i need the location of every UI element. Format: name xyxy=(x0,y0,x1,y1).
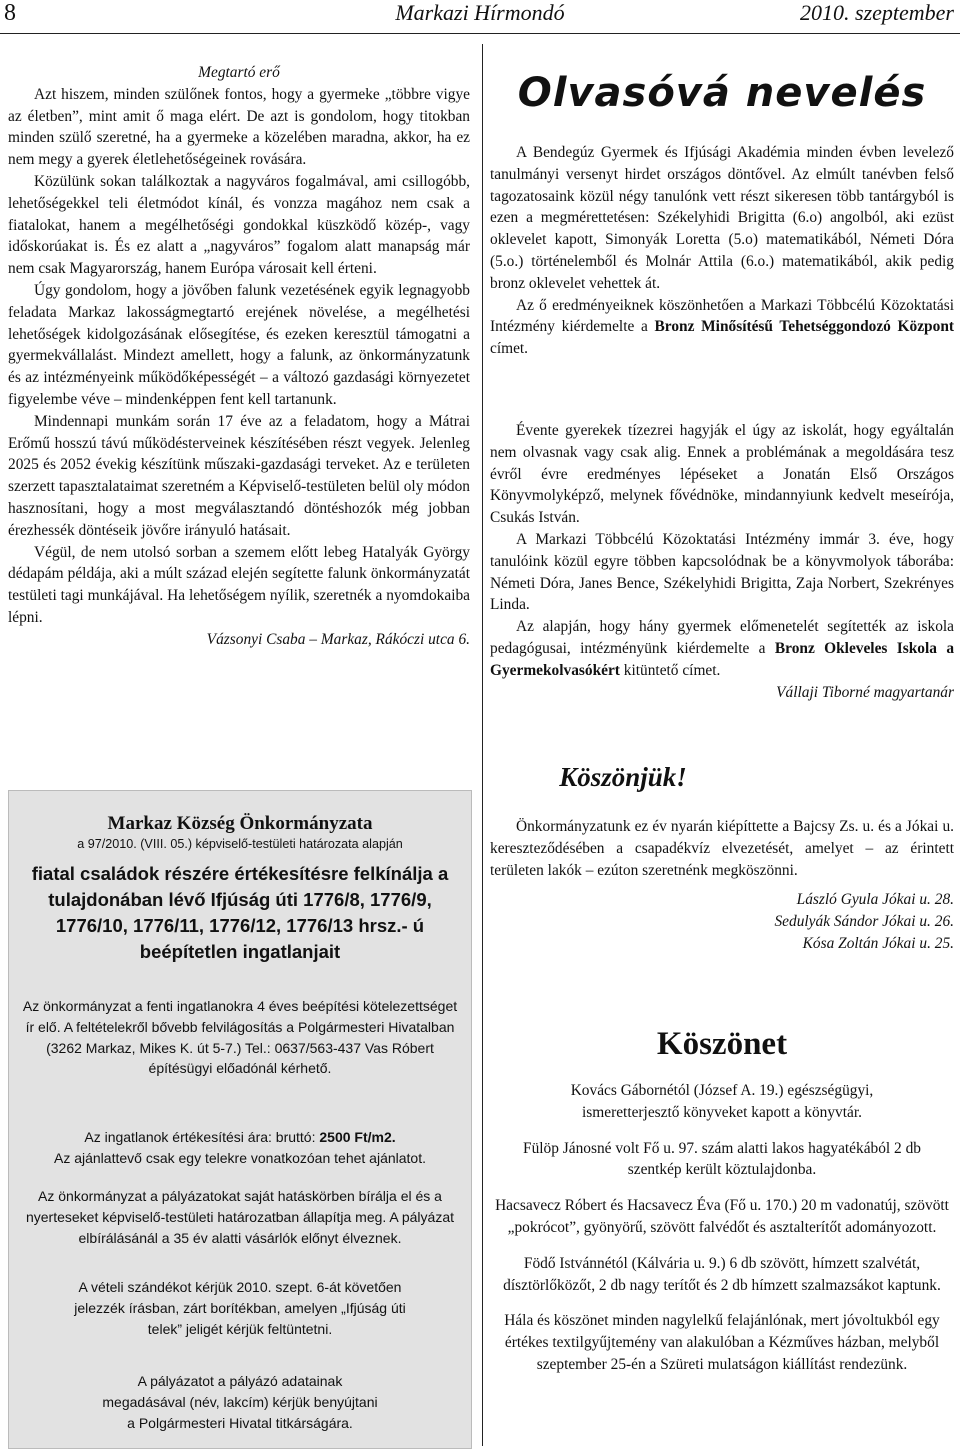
award-name: Bronz Okleveles Iskola a Gyermekolvasókért xyxy=(490,639,955,679)
paragraph-text: Az ő eredményeiknek köszönhetően a Markazi Többcélú Közoktatási Intézmény kiérdemelte a xyxy=(490,296,954,336)
page-number: 8 xyxy=(4,0,16,26)
signature-line: László Gyula Jókai u. 28. xyxy=(796,891,954,909)
notice-price xyxy=(9,1127,471,1169)
article-megtarto-ero xyxy=(8,62,470,651)
paragraph-text: kitüntető címet. xyxy=(619,661,721,679)
article-olvasova-neveles xyxy=(490,142,954,360)
paragraph-text: címet. xyxy=(490,340,529,358)
article-paragraph: Úgy gondolom, hogy a jövőben falunk vezetésének egyik legnagyobb feladata Markaz lakosságmegtartó erejének növelése, a megélhetési lehetőségek kidolgozásának elősegítése, és ezeken keresztül támogatni a gyermekvállalást. Mindezt amellett, hogy a falunk, az önkormányzatunk és az intézményeink működőképességét – a változó gazdasági környezetet figyelembe véve – mindenképpen fent kell tartanunk. xyxy=(8,281,470,408)
article-koszonjuk xyxy=(490,816,954,955)
issue-date: 2010. szeptember xyxy=(800,0,954,25)
article-paragraph xyxy=(490,295,954,360)
notice-price-value: 2500 Ft/m2. xyxy=(319,1129,396,1145)
column-divider xyxy=(482,44,483,1446)
thanks-item: Kovács Gábornétól (József A. 19.) egészségügyi, ismeretterjesztő könyveket kapott a könyvtár. xyxy=(570,1082,874,1121)
award-name: Bronz Minősítésű Tehetséggondozó Központ xyxy=(654,318,954,336)
notice-price-note: Az ajánlattevő csak egy telekre vonatkozóan tehet ajánlatot. xyxy=(53,1149,426,1166)
article-paragraph: Önkormányzatunk ez év nyarán kiépíttette a Bajcsy Zs. u. és a Jókai u. kereszteződésében a csapadékvíz elvezetését, amelyet – az érintett területen lakók – ezúton szeretnénk megköszönni. xyxy=(490,818,954,879)
article-paragraph: Azt hiszem, minden szülőnek fontos, hogy a gyermeke „többre vigye az életben”, mint amit ő maga elért. De azt is gondolom, hogy titokban minden szülő szeretné, ha a gyermeke a közelében maradna, akkor, ha ez nem megy a gyerek életlehetőségeinek rovására. xyxy=(8,85,470,169)
notice-block: A pályázatot a pályázó adatainak megadásával (név, lakcím) kérjük benyújtani a Polgármesteri Hivatal titkárságára. xyxy=(102,1373,378,1431)
article-olvasova-neveles-2 xyxy=(490,420,954,703)
article-koszonet xyxy=(490,1080,954,1376)
notice-headline: fiatal családok részére értékesítésre felkínálja a tulajdonában lévő Ifjúság úti 1776/8, 1776/9, 1776/10, 1776/11, 1776/12, 1776/13 hrsz.- ú beépítetlen ingatlanjait xyxy=(31,863,449,962)
signature-line: Kósa Zoltán Jókai u. 25. xyxy=(802,934,954,952)
heading-koszonjuk: Köszönjük! xyxy=(559,762,687,792)
thanks-item: Fülöp Jánosné volt Fő u. 97. szám alatti lakos hagyatékából 2 db szentkép került köztulajdonba. xyxy=(523,1139,921,1179)
article-signature: Vállaji Tiborné magyartanár xyxy=(776,683,954,701)
notice-block: A vételi szándékot kérjük 2010. szept. 6-át követően jelezzék írásban, zárt borítékban, amelyen „Ifjúság úti telek” jeligét kérjük feltüntetni. xyxy=(74,1279,406,1337)
article-paragraph: A Bendegúz Gyermek és Ifjúsági Akadémia minden évben levelező tanulmányi versenyt hirdet országos döntővel. Az elmúlt tanévben felső tagozatosaink közül négy tanulónk vett részt sikeresen több tantárgyból is ezen a megmérettetésen: Székelyhidi Brigitta (6.o) angolból, aki ezüst oklevelet kapott, Simonyák Loretta (5.o) matematikából, Németi Dóra (5.o.) történelemből és Molnár Attila (6.o.) matematikából, akik pedig bronz oklevelet vehettek át. xyxy=(490,144,954,292)
notice-resolution: a 97/2010. (VIII. 05.) képviselő-testületi határozata alapján xyxy=(77,837,403,851)
property-sale-notice xyxy=(8,790,472,1449)
notice-block: Az önkormányzat a pályázatokat saját hatáskörben bírálja el és a nyerteseket képviselő-testületi határozatban állapítja meg. A pályázat elbírálásánál a 35 év alatti vásárlók előnyt élveznek. xyxy=(25,1188,455,1246)
publication-title: Markazi Hírmondó xyxy=(395,0,565,25)
thanks-item: Födő Istvánnétól (Kálvária u. 9.) 6 db szövött, hímzett szalvétát, dísztörlőközőt, 2 db nagy terítőt és 2 db hímzett szalmazsákot kaptunk. xyxy=(503,1254,941,1294)
notice-price-label: Az ingatlanok értékesítési ára: bruttó: xyxy=(84,1129,320,1145)
signature-line: Sedulyák Sándor Jókai u. 26. xyxy=(774,913,954,931)
article-paragraph: A Markazi Többcélú Közoktatási Intézmény immár 3. éve, hogy tanulóink közül egyre többen kapcsolódnak be a könyvmolyok táborába: Németi Dóra, Janes Bence, Székelyhidi Brigitta, Zaja Norbert, Szekrényes Linda. xyxy=(490,530,954,614)
thanks-item: Hacsavecz Róbert és Hacsavecz Éva (Fő u. 170.) 20 m vadonatúj, szövött „pokrócot”, gyönyörű, szövött falvédőt és asztalterítőt adományozott. xyxy=(495,1197,949,1236)
article-paragraph: Végül, de nem utolsó sorban a szemem előtt lebeg Hatalyák György dédapám példája, aki a múlt század elején segítette falunk önkormányzatát testületi tagi munkájával. Ha lehetőségem nyílik, szeretnék a nyomdokaiba lépni. xyxy=(8,543,470,626)
article-paragraph: Közülünk sokan találkoztak a nagyváros fogalmával, ami csillogóbb, lehetőségekkel teli életmódot kínál, és vonzza magához nem csak a fiatalokat, hanem a megélhetőségi gondokkal küszködő közép-, vagy időskorúakat is. És ez alatt a „nagyváros” fogalom alatt manapság már nem csak Magyarország, hanem Európa városait kell érteni. xyxy=(8,172,470,278)
notice-block: Az önkormányzat a fenti ingatlanokra 4 éves beépítési kötelezettséget ír elő. A feltételekről bővebb felvilágosítás a Polgármesteri Hivatalban (3262 Markaz, Mikes K. út 5-7.) Tel.: 0637/563-437 Vas Róbert építésügyi előadónál kérhető. xyxy=(22,998,458,1077)
article-signature: Vázsonyi Csaba – Markaz, Rákóczi utca 6. xyxy=(206,630,470,648)
page-header xyxy=(0,0,960,32)
heading-koszonet: Köszönet xyxy=(656,1026,788,1062)
header-divider xyxy=(0,33,960,34)
article-subtitle: Megtartó erő xyxy=(198,64,280,81)
article-paragraph: Mindennapi munkám során 17 éve az a feladatom, hogy a Mátrai Erőmű hosszú távú működésterveinek készítésében részt vegyek. Jelenleg 2025 és 2052 évekig készítünk műszaki-gazdasági terveket. Az e területen szerzett tapasztalataimat szeretném a Képviselő-testületen belül oly módon hasznosítani, hogy a most megválasztandó döntéshozók még jobban érezhessék döntéseik jövőre irányuló hatásait. xyxy=(8,412,470,539)
paragraph-text: Az alapján, hogy hány gyermek előmenetelét segítették az iskola pedagógusai, intézményünk kiérdemelte a xyxy=(490,618,954,657)
article-paragraph: Évente gyerekek tízezrei hagyják el úgy az iskolát, hogy egyáltalán nem olvasnak vagy csak alig. Ennek a problémának a megoldására tesz évről évre eredményes lépéseket a Jonatán Első Országos Könyvmolyképző, melynek fővédnöke, mindannyiunk kedvelt meseírója, Csukás István. xyxy=(490,422,954,527)
thanks-item: Hála és köszönet minden nagylelkű felajánlónak, mert jóvoltukból egy értékes textilgyűjtemény van alakulóban a Kézműves házban, melyből szeptember 25-én a Szüreti mulatságon kiállítást rendezünk. xyxy=(504,1312,940,1373)
heading-olvasova-neveles: Olvasóvá nevelés xyxy=(517,70,927,116)
article-paragraph xyxy=(490,616,954,681)
notice-title: Markaz Község Önkormányzata xyxy=(107,813,373,834)
